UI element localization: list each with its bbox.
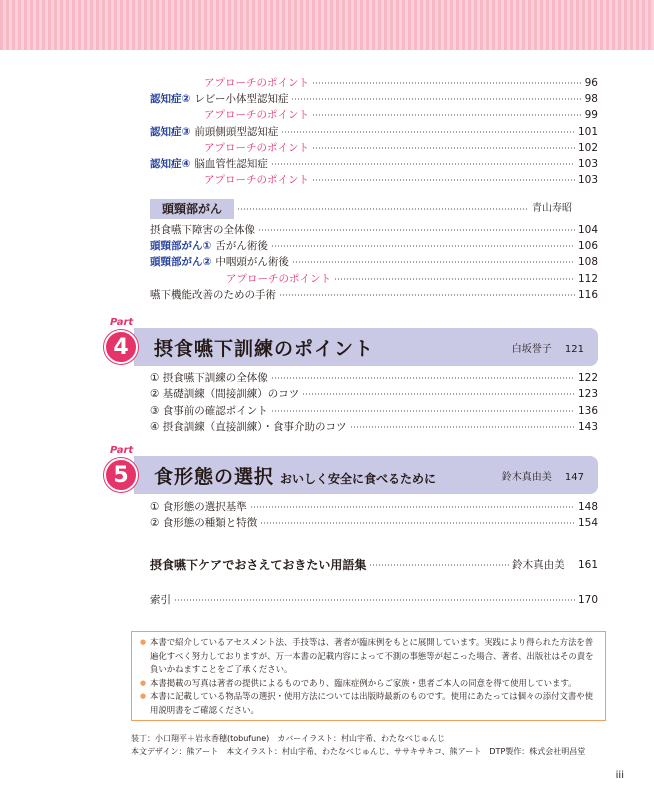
toc-row-lead	[150, 172, 309, 188]
toc-row-title: 前頭側頭型認知症	[194, 125, 279, 138]
toc-row-lead	[150, 156, 268, 172]
toc-row-title: ② 食形態の種類と特徴	[150, 517, 258, 530]
leader-dots	[312, 179, 575, 181]
toc-row-title: レビー小体型認知症	[194, 93, 289, 106]
toc-row-lead	[150, 254, 289, 270]
toc-row	[150, 499, 598, 515]
glossary-author: 鈴木真由美	[512, 559, 565, 571]
credits-line-2: 本文デザイン：熊アート 本文イラスト：村山宇希、わたなべじゅんじ、ササキサキコ、熊アート DTP製作：株式会社明昌堂	[131, 747, 586, 756]
leader-dots	[258, 229, 575, 231]
toc-row-page: 123	[577, 388, 598, 401]
toc-row	[150, 172, 598, 188]
toc-row-tag: 頭頸部がん②	[150, 256, 212, 269]
note-text: 本書で紹介しているアセスメント法、手技等は、著者が臨床例をもとに展開しています。実践により得られた方法を普遍化すべく努力しておりますが、万一本書の記載内容によって不測の事態等が起こった場合、著者、出版社はその責を負いかねますことをご了承ください。	[150, 637, 594, 675]
part-5-title: 食形態の選択	[154, 465, 275, 488]
leader-dots	[334, 278, 575, 280]
toc-row-lead	[150, 386, 299, 402]
glossary-title: 摂食嚥下ケアでおさえておきたい用語集	[150, 558, 367, 572]
part-4-title: 摂食嚥下訓練のポイント	[154, 337, 375, 360]
leader-dots	[271, 377, 575, 379]
note-text: 本書掲載の写真は著者の提供によるものであり、臨床症例からご家族・患者ご本人の同意を得て使用しています。	[150, 677, 577, 688]
toc-row	[150, 91, 598, 107]
toc-row-title: 脳血管性認知症	[194, 158, 268, 170]
toc-row-lead	[150, 124, 278, 140]
part-4-meta	[512, 340, 584, 355]
glossary-page: 161	[577, 559, 598, 571]
toc-row-title: ① 食形態の選択基準	[150, 501, 247, 513]
leader-dots	[260, 522, 575, 524]
toc-row-title: アプローチのポイント	[204, 109, 309, 122]
toc-row-page: 102	[577, 141, 598, 154]
toc-row	[150, 419, 598, 435]
toc-row-tag: 頭頸部がん①	[150, 240, 212, 253]
toc-row-lead	[150, 403, 268, 419]
credits-line-1: 装丁：小口翔平＋岩永香穂(tobufune) カバーイラスト：村山宇希、わたなべじゅんじ	[131, 734, 446, 743]
leader-dots	[302, 393, 575, 395]
part-5-title-group	[154, 462, 436, 489]
toc-row-page: 154	[577, 517, 598, 530]
toc-row-index	[150, 592, 598, 608]
toc-row-title: ② 基礎訓練（間接訓練）のコツ	[150, 388, 300, 401]
toc-row-page: 104	[577, 224, 598, 236]
toc-row-lead	[150, 499, 247, 515]
leader-dots	[279, 294, 575, 296]
toc-row	[150, 222, 598, 238]
leader-dots	[291, 98, 581, 100]
notes-box	[131, 631, 606, 721]
bullet-icon: ●	[140, 678, 147, 687]
toc-row	[150, 75, 598, 91]
toc-row-page: 136	[577, 404, 598, 417]
toc-row-lead	[150, 75, 309, 91]
note-item	[140, 690, 597, 717]
toc-row	[150, 238, 598, 254]
part-5-title-bar	[134, 456, 598, 494]
note-text: 本書に記載している物品等の選択・使用方法については出版時最新のものです。使用にあたっては個々の添付文書や使用説明書をご確認ください。	[150, 691, 594, 715]
part-5-meta	[502, 468, 584, 483]
leader-dots	[271, 410, 575, 412]
toc-row-page: 103	[577, 158, 598, 170]
top-decorative-band	[0, 0, 654, 50]
toc-row-lead	[150, 287, 276, 303]
toc-row	[150, 140, 598, 156]
part-5-label: Part	[110, 445, 134, 456]
toc-row-glossary	[150, 557, 598, 573]
toc-row-title: アプローチのポイント	[204, 141, 309, 154]
toc-row-page: 108	[577, 256, 598, 269]
leader-dots	[237, 208, 529, 210]
part-4-page: 121	[564, 343, 584, 355]
note-item	[140, 677, 597, 691]
leader-dots	[312, 82, 582, 84]
toc-row-title: ① 摂食嚥下訓練の全体像	[150, 372, 268, 384]
leader-dots	[271, 163, 575, 165]
part-5-author: 鈴木真由美	[501, 471, 552, 483]
toc-row-page: 106	[577, 240, 598, 253]
toc-row-lead	[150, 419, 347, 435]
toc-row	[150, 386, 598, 402]
toc-row-page: 98	[584, 93, 598, 106]
toc-row-lead	[150, 222, 255, 238]
leader-dots	[312, 147, 575, 149]
toc-row-page: 148	[577, 501, 598, 513]
leader-dots	[312, 114, 582, 116]
toc-row	[150, 370, 598, 386]
toc-row-page: 101	[577, 125, 598, 138]
toc-row-title: ④ 摂食訓練（直接訓練）・食事介助のコツ	[150, 420, 347, 433]
toc-row-page: 99	[584, 109, 598, 122]
glossary-meta	[512, 557, 598, 573]
toc-row-title: アプローチのポイント	[204, 77, 309, 89]
section-author: 青山寿昭	[532, 203, 572, 214]
section-label: 頭頸部がん	[150, 199, 234, 219]
leader-dots	[292, 261, 575, 263]
toc-row-lead	[150, 140, 309, 156]
toc-row	[150, 515, 598, 531]
leader-dots	[271, 245, 575, 247]
toc-row-tag: 認知症③	[150, 125, 191, 138]
part-4-number-badge: 4	[104, 330, 138, 364]
part-5-number-badge: 5	[104, 458, 138, 492]
toc-row	[150, 156, 598, 172]
part-4-title-bar	[134, 328, 598, 366]
leader-dots	[369, 564, 509, 566]
note-item	[140, 636, 597, 677]
section-head-neck-header	[150, 199, 572, 219]
leader-dots	[350, 426, 575, 428]
leader-dots	[250, 506, 575, 508]
toc-row-title: 摂食嚥下障害の全体像	[150, 224, 255, 236]
toc-row	[150, 124, 598, 140]
leader-dots	[281, 131, 575, 133]
toc-row	[150, 107, 598, 123]
bullet-icon: ●	[140, 692, 147, 701]
part-4-author: 白坂誉子	[511, 343, 552, 355]
toc-row-page: 112	[577, 272, 598, 285]
bullet-icon: ●	[140, 638, 147, 646]
toc-row-page: 143	[577, 420, 598, 433]
toc-row	[150, 403, 598, 419]
toc-row	[150, 271, 598, 287]
toc-row-lead	[150, 515, 257, 531]
toc-row	[150, 254, 598, 270]
part-5-page: 147	[564, 471, 584, 483]
toc-row-lead	[150, 271, 331, 287]
toc-row-lead	[150, 107, 309, 123]
toc-row-lead	[150, 238, 268, 254]
page-number: iii	[615, 770, 624, 781]
toc-row	[150, 287, 598, 303]
toc-row-title: 中咽頭がん術後	[215, 256, 289, 269]
toc-row-title: ③ 食事前の確認ポイント	[150, 404, 268, 417]
toc-row-title: 嚥下機能改善のための手術	[150, 288, 276, 301]
index-page: 170	[577, 594, 598, 606]
toc-row-page: 122	[577, 372, 598, 384]
part-4-label: Part	[110, 317, 134, 328]
leader-dots	[174, 599, 575, 601]
toc-row-title: アプローチのポイント	[204, 174, 309, 187]
toc-row-page: 116	[577, 288, 598, 301]
toc-row-lead	[150, 370, 268, 386]
toc-row-page: 96	[584, 77, 598, 89]
index-title: 索引	[150, 594, 171, 606]
toc-row-tag: 認知症④	[150, 158, 191, 170]
toc-row-tag: 認知症②	[150, 93, 191, 106]
toc-row-lead	[150, 91, 288, 107]
toc-row-title: 舌がん術後	[215, 240, 268, 253]
toc-row-title: アプローチのポイント	[226, 272, 331, 285]
part-5-subtitle: おいしく安全に食べるために	[280, 471, 437, 486]
toc-row-page: 103	[577, 174, 598, 187]
